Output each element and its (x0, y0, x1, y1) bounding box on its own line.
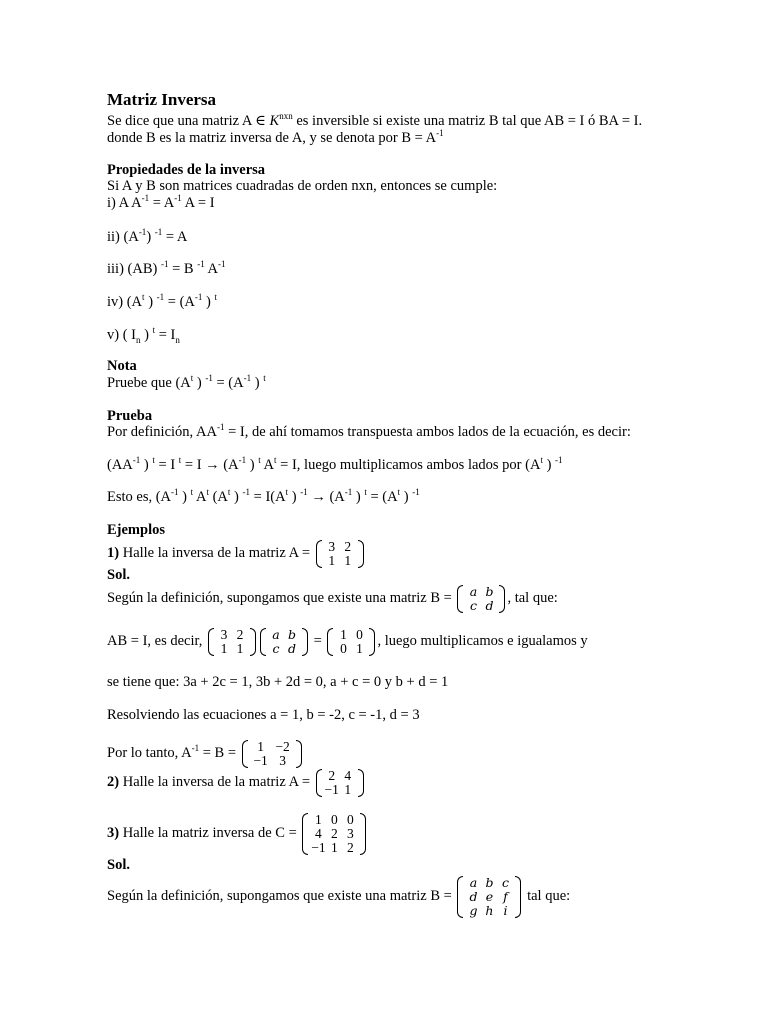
matrix (302, 813, 366, 855)
sol-3: Sol. (107, 857, 130, 873)
s: t (214, 292, 217, 303)
matrix-row (465, 904, 513, 918)
t: ) (251, 375, 260, 391)
t: ) (193, 375, 202, 391)
t: tal que: (523, 888, 571, 904)
s: -1 (156, 292, 165, 303)
t: = A (162, 229, 188, 245)
s: t (540, 455, 543, 466)
t: v) ( I (107, 327, 136, 343)
matrix-cell: i (503, 902, 508, 918)
matrix (327, 628, 375, 656)
t: i) A A (107, 195, 142, 211)
matrix-body (308, 813, 360, 855)
s: t (364, 487, 367, 498)
matrix-row (335, 628, 367, 642)
s: t (206, 487, 209, 498)
prueba-line-2 (107, 457, 563, 473)
prueba-title: Prueba (107, 408, 153, 424)
matrix-row (268, 628, 300, 642)
matrix (316, 540, 364, 568)
matrix-cell: b (288, 626, 297, 642)
matrix (260, 628, 308, 656)
matrix-cell: c (272, 640, 280, 656)
props-title: Propiedades de la inversa (107, 162, 266, 178)
matrix (208, 628, 256, 656)
matrix-row (250, 740, 294, 754)
resolviendo-line: Resolviendo las ecuaciones a = 1, b = -2, c = -1, d = 3 (107, 707, 420, 723)
right-paren (360, 813, 366, 855)
matrix-row (465, 599, 497, 613)
prueba-line-3 (107, 489, 420, 505)
matrix (242, 740, 302, 768)
t: = I, de ahí tomamos transpuesta ambos lados de la ecuación, es decir: (224, 424, 631, 440)
s: t (178, 455, 182, 466)
matrix-cell: a (469, 874, 478, 890)
right-paren (250, 628, 256, 656)
t: ii) (A (107, 229, 139, 245)
t: Según la definición, supongamos que existe una matriz B = (107, 888, 456, 904)
right-paren (296, 740, 302, 768)
t: A (260, 457, 275, 473)
sup: nxn (279, 111, 293, 122)
t: ) (542, 457, 552, 473)
s: t (397, 487, 401, 498)
t: Por definición, AA (107, 424, 217, 440)
t: ) (400, 489, 409, 505)
matrix (316, 769, 364, 797)
matrix-cell: 1 (257, 738, 264, 754)
sup: -1 (436, 128, 444, 139)
right-paren (515, 876, 521, 918)
t: 2) (107, 774, 120, 790)
matrix-cell: d (485, 597, 494, 613)
t: Halle la inversa de la matriz A = (119, 545, 314, 561)
matrix-row (324, 540, 356, 554)
s: n (175, 334, 180, 345)
t: A = I (181, 195, 215, 211)
t: = I (155, 327, 176, 343)
matrix-row (216, 642, 248, 656)
tiene-line: se tiene que: 3a + 2c = 1, 3b + 2d = 0, a + c = 0 y b + d = 1 (107, 674, 449, 690)
matrix-cell: c (501, 874, 509, 890)
t: AB = I, es decir, (107, 633, 207, 649)
matrix-row (310, 827, 358, 841)
s: -1 (238, 455, 247, 466)
matrix-row (465, 890, 513, 904)
s: -1 (300, 487, 308, 498)
t: ) (178, 489, 188, 505)
s: -1 (344, 487, 353, 498)
t: = I(A (250, 489, 286, 505)
t: ) (246, 457, 255, 473)
s: -1 (132, 455, 141, 466)
matrix-cell: 0 (347, 811, 354, 827)
text: es inversible si existe una matriz B tal que AB = I ó BA = I. (292, 113, 643, 129)
s: -1 (154, 227, 163, 238)
t: , luego multiplicamos e igualamos y (377, 633, 588, 649)
s: -1 (197, 259, 205, 270)
matrix-cell: 4 (315, 825, 322, 841)
t: = I, luego multiplicamos ambos lados por (A (276, 457, 541, 473)
matrix-cell: 1 (344, 552, 352, 568)
matrix-cell: g (469, 902, 478, 918)
def2-line (107, 873, 570, 919)
t: = (310, 633, 326, 649)
page-title: Matriz Inversa (107, 90, 217, 109)
s: -1 (243, 373, 252, 384)
s: t (274, 455, 277, 466)
t: ) (230, 489, 239, 505)
matrix-cell: e (485, 888, 494, 904)
matrix-row (268, 642, 300, 656)
t: (A (208, 489, 228, 505)
matrix-cell: 3 (347, 825, 354, 841)
s: -1 (216, 422, 225, 433)
matrix-cell: d (288, 640, 297, 656)
matrix-cell: b (485, 874, 494, 890)
matrix (457, 876, 521, 918)
prueba-line-1 (107, 424, 631, 440)
property-5 (107, 327, 180, 343)
right-paren (302, 628, 308, 656)
matrix-cell: 2 (236, 626, 244, 642)
matrix-row (216, 628, 248, 642)
matrix-cell: 1 (315, 811, 322, 827)
matrix-row (465, 585, 497, 599)
s: -1 (218, 259, 226, 270)
ejemplo-3 (107, 810, 368, 856)
matrix-row (310, 813, 358, 827)
t: = (A (164, 294, 195, 310)
matrix-cell: −1 (311, 839, 326, 855)
t: A (193, 489, 207, 505)
s: -1 (191, 743, 200, 754)
matrix-body (322, 540, 358, 568)
intro-line-2 (107, 130, 444, 146)
t: Por lo tanto, A (107, 745, 192, 761)
s: -1 (160, 259, 169, 270)
matrix-cell: 4 (344, 767, 352, 783)
t: = A (149, 195, 175, 211)
s: -1 (171, 487, 179, 498)
matrix-cell: −1 (324, 781, 339, 797)
matrix-cell: a (272, 626, 280, 642)
right-paren (369, 628, 375, 656)
s: -1 (174, 193, 182, 204)
s: t (263, 373, 266, 384)
text: donde B es la matriz inversa de A, y se denota por B = A (107, 130, 437, 146)
matrix-cell: 0 (331, 811, 338, 827)
matrix-cell: 0 (356, 626, 363, 642)
nota-title: Nota (107, 358, 137, 374)
matrix-cell: 0 (340, 640, 347, 656)
s: t (142, 292, 145, 303)
matrix-body (463, 876, 515, 918)
matrix (457, 585, 505, 613)
matrix-cell: 1 (328, 552, 336, 568)
matrix-cell: 3 (220, 626, 228, 642)
matrix-cell: f (503, 888, 508, 904)
t: ) (144, 294, 154, 310)
nota-line (107, 375, 266, 391)
s: t (258, 455, 261, 466)
s: -1 (205, 373, 213, 384)
matrix-row (250, 754, 294, 768)
matrix-body (322, 769, 358, 797)
t: ) (288, 489, 297, 505)
s: -1 (242, 487, 251, 498)
matrix-cell: 1 (331, 839, 338, 855)
s: n (136, 334, 141, 345)
t: ) (202, 294, 211, 310)
s: t (152, 455, 155, 466)
s: t (285, 487, 289, 498)
matrix-row (324, 769, 356, 783)
s: -1 (412, 487, 420, 498)
intro-line-1 (107, 113, 642, 129)
matrix-cell: 2 (331, 825, 338, 841)
t: iii) (AB) (107, 261, 158, 277)
matrix-cell: 1 (344, 781, 352, 797)
s: -1 (138, 227, 147, 238)
t: 3) (107, 825, 120, 841)
property-1 (107, 195, 215, 211)
matrix-body (333, 628, 369, 656)
matrix-cell: −2 (275, 738, 290, 754)
t: = I → (A (181, 457, 239, 473)
s: t (190, 487, 194, 498)
def-line (107, 583, 558, 613)
t: ) (140, 457, 149, 473)
matrix-cell: 1 (220, 640, 228, 656)
matrix-body (214, 628, 250, 656)
t: = (A (212, 375, 244, 391)
t: → (A (307, 489, 345, 505)
s: t (190, 373, 194, 384)
t: ) (146, 229, 152, 245)
matrix-cell: 1 (356, 640, 363, 656)
property-3 (107, 261, 226, 277)
property-4 (107, 294, 217, 310)
matrix-cell: 2 (347, 839, 354, 855)
t: ) (140, 327, 149, 343)
t: = (A (366, 489, 398, 505)
matrix-row (324, 783, 356, 797)
s: -1 (555, 455, 563, 466)
right-paren (358, 769, 364, 797)
s: -1 (141, 193, 150, 204)
matrix-cell: −1 (253, 752, 268, 768)
matrix-row (310, 841, 358, 855)
t: ) (352, 489, 361, 505)
t: = B = (199, 745, 240, 761)
t: = I (154, 457, 176, 473)
t: Según la definición, supongamos que existe una matriz B = (107, 590, 456, 606)
ejemplo-1 (107, 538, 366, 568)
t: Halle la inversa de la matriz A = (119, 774, 314, 790)
matrix-cell: c (469, 597, 477, 613)
s: t (227, 487, 231, 498)
t: (AA (107, 457, 133, 473)
right-paren (499, 585, 505, 613)
matrix-cell: 3 (328, 538, 336, 554)
matrix-cell: d (469, 888, 478, 904)
matrix-body (266, 628, 302, 656)
s: t (152, 325, 156, 336)
matrix-cell: 2 (344, 538, 352, 554)
property-2 (107, 229, 187, 245)
right-paren (358, 540, 364, 568)
t: A (204, 261, 218, 277)
s: -1 (194, 292, 203, 303)
t: Esto es, (A (107, 489, 172, 505)
matrix-cell: 1 (236, 640, 244, 656)
ejemplo-2 (107, 767, 366, 797)
matrix-cell: 2 (328, 767, 336, 783)
t: Halle la matriz inversa de C = (119, 825, 301, 841)
text: Se dice que una matriz A ∈ (107, 113, 270, 129)
matrix-row (465, 876, 513, 890)
ab-line (107, 626, 588, 656)
t: iv) (A (107, 294, 143, 310)
t: Pruebe que (A (107, 375, 191, 391)
matrix-row (324, 554, 356, 568)
matrix-cell: b (485, 583, 494, 599)
t: , tal que: (507, 590, 558, 606)
sol-1: Sol. (107, 567, 130, 583)
t: 1) (107, 545, 120, 561)
matrix-cell: 1 (340, 626, 347, 642)
por-lo-tanto-line (107, 738, 304, 768)
t: = B (168, 261, 194, 277)
props-intro: Si A y B son matrices cuadradas de orden nxn, entonces se cumple: (107, 178, 498, 194)
ejemplos-title: Ejemplos (107, 522, 165, 538)
matrix-body (248, 740, 296, 768)
matrix-cell: h (485, 902, 494, 918)
matrix-row (335, 642, 367, 656)
matrix-cell: a (469, 583, 478, 599)
matrix-body (463, 585, 499, 613)
text: K (269, 113, 280, 129)
matrix-cell: 3 (279, 752, 286, 768)
